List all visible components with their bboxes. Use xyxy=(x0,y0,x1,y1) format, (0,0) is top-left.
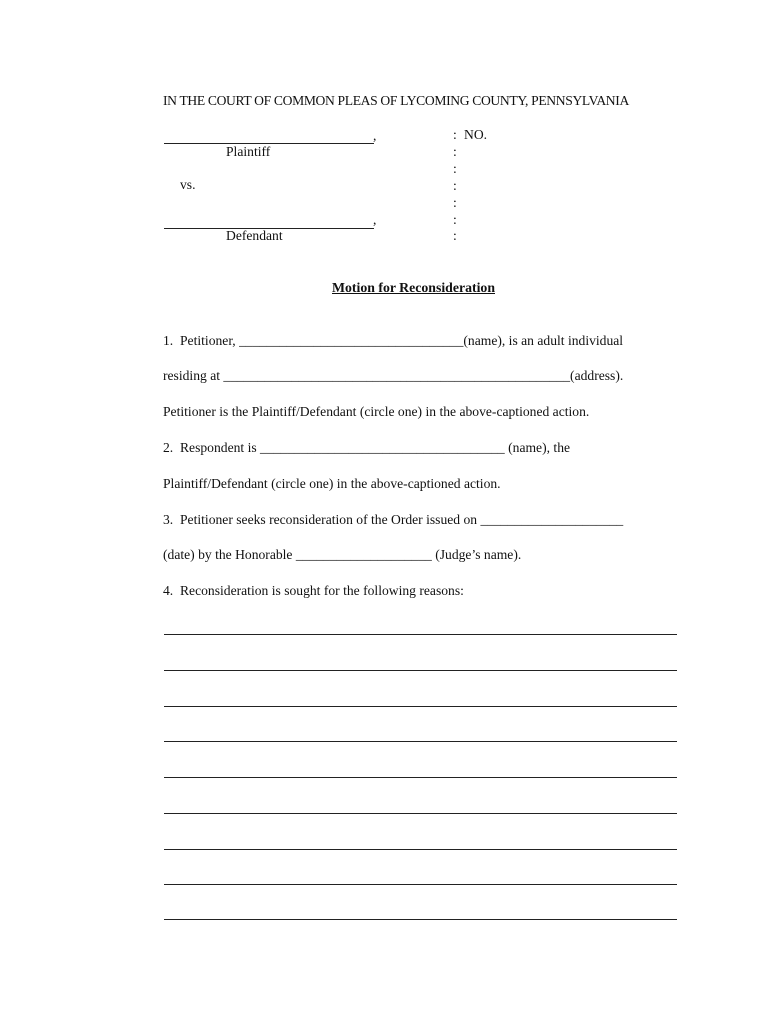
defendant-comma: , xyxy=(373,212,377,227)
paragraph-3-line-2: (date) by the Honorable ____________________ (Judge’s name). xyxy=(163,547,522,562)
plaintiff-label: Plaintiff xyxy=(226,144,271,159)
plaintiff-comma: , xyxy=(373,128,377,143)
reason-line[interactable] xyxy=(164,670,677,671)
reason-line[interactable] xyxy=(164,741,677,742)
reason-line[interactable] xyxy=(164,849,677,850)
reason-line[interactable] xyxy=(164,919,677,920)
reason-line[interactable] xyxy=(164,706,677,707)
reason-line[interactable] xyxy=(164,777,677,778)
document-title: Motion for Reconsideration xyxy=(332,280,495,295)
paragraph-3-line-1: 3. Petitioner seeks reconsideration of the Order issued on _____________________ xyxy=(163,512,624,527)
defendant-label: Defendant xyxy=(226,228,283,243)
case-number-label: NO. xyxy=(464,127,488,142)
paragraph-4-line-1: 4. Reconsideration is sought for the following reasons: xyxy=(163,583,464,598)
paragraph-1-line-2: residing at ___________________________________________________(address). xyxy=(163,368,624,383)
reason-line[interactable] xyxy=(164,634,677,635)
paragraph-1-line-3: Petitioner is the Plaintiff/Defendant (circle one) in the above-captioned action. xyxy=(163,404,590,419)
court-header: IN THE COURT OF COMMON PLEAS OF LYCOMING COUNTY, PENNSYLVANIA xyxy=(163,93,629,108)
versus-label: vs. xyxy=(180,177,196,192)
reason-line[interactable] xyxy=(164,813,677,814)
reason-line[interactable] xyxy=(164,884,677,885)
paragraph-2-line-1: 2. Respondent is ____________________________________ (name), the xyxy=(163,440,571,455)
paragraph-1-line-1: 1. Petitioner, _________________________________(name), is an adult individual xyxy=(163,333,624,348)
paragraph-2-line-2: Plaintiff/Defendant (circle one) in the above-captioned action. xyxy=(163,476,501,491)
caption-colon-column: : : : : : : : xyxy=(453,127,457,244)
